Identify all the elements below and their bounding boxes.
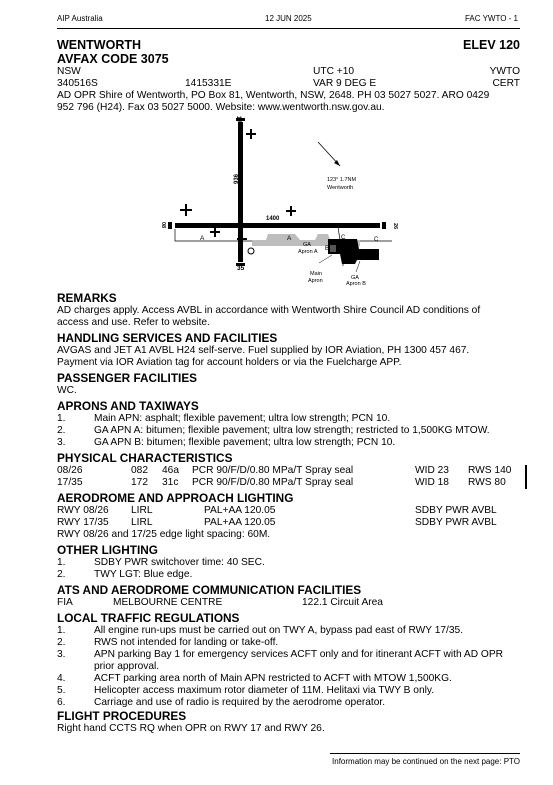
traffic-text: RWS not intended for landing or take-off. bbox=[94, 637, 279, 648]
taxiway-c-link bbox=[338, 227, 340, 240]
threshold-08 bbox=[168, 222, 172, 229]
runway-26-label: 26 bbox=[392, 223, 398, 230]
ga-apron-a-label-1: GA bbox=[303, 242, 311, 248]
latitude: 340516S bbox=[57, 78, 98, 89]
twy-a-label-2: A bbox=[287, 235, 292, 242]
utc: UTC +10 bbox=[313, 66, 355, 77]
physical-width: WID 18 bbox=[415, 477, 449, 488]
lighting-rwy: RWY 17/35 bbox=[57, 517, 109, 528]
passenger-heading: PASSENGER FACILITIES bbox=[57, 371, 198, 385]
length-1400-label: 1400 bbox=[266, 216, 280, 222]
physical-rwy: 17/35 bbox=[57, 477, 83, 488]
traffic-text-continued: prior approval. bbox=[94, 661, 160, 672]
lighting-type: LIRL bbox=[131, 517, 153, 528]
other-lighting-heading: OTHER LIGHTING bbox=[57, 543, 158, 557]
cross-marker-1 bbox=[246, 129, 256, 139]
cert: CERT bbox=[492, 78, 520, 89]
flight-procedures-heading: FLIGHT PROCEDURES bbox=[57, 709, 187, 723]
threshold-26 bbox=[382, 222, 386, 229]
physical-rws: RWS 80 bbox=[468, 477, 506, 488]
aerodrome-elev: ELEV 120 bbox=[463, 38, 520, 52]
icao: YWTO bbox=[489, 66, 520, 77]
other-lighting-number: 1. bbox=[57, 557, 66, 568]
twy-c-label-1: C bbox=[341, 235, 346, 241]
traffic-text: APN parking Bay 1 for emergency services ACFT only and for itinerant ACFT with AD OPR bbox=[94, 649, 503, 660]
runway-08-label: 08 bbox=[160, 222, 166, 229]
twy-b-label: B bbox=[325, 246, 330, 252]
cross-marker-4 bbox=[286, 206, 296, 216]
lighting-rwy: RWY 08/26 bbox=[57, 505, 109, 516]
handling-line-1: AVGAS and JET A1 AVBL H24 self-serve. Fuel supplied by IOR Aviation, PH 1300 457 467. bbox=[57, 345, 470, 356]
ga-apron-b-label-2: Apron B bbox=[346, 281, 366, 287]
ats-frequency: 122.1 Circuit Area bbox=[302, 597, 383, 608]
physical-rwy: 08/26 bbox=[57, 465, 83, 476]
lighting-note: RWY 08/26 and 17/25 edge light spacing: 60M. bbox=[57, 529, 271, 540]
length-936-label: 936 bbox=[234, 173, 240, 184]
physical-rws: RWS 140 bbox=[468, 465, 512, 476]
passenger-line-1: WC. bbox=[57, 385, 77, 396]
twy-a-label-1: A bbox=[200, 235, 205, 242]
aerodrome-diagram bbox=[160, 114, 400, 290]
operator-line-2: 952 796 (H24). Fax 03 5027 5000. Website: www.wentworth.nsw.gov.au. bbox=[57, 102, 385, 113]
ats-type: FIA bbox=[57, 597, 73, 608]
traffic-number: 6. bbox=[57, 697, 66, 708]
traffic-text: All engine run-ups must be carried out on TWY A, bypass pad east of RWY 17/35. bbox=[94, 625, 464, 636]
lighting-heading: AERODROME AND APPROACH LIGHTING bbox=[57, 491, 294, 505]
avfax-code: AVFAX CODE 3075 bbox=[57, 52, 169, 66]
header-date: 12 JUN 2025 bbox=[265, 14, 312, 23]
cross-marker-2 bbox=[180, 204, 192, 216]
ga-apron-a bbox=[330, 245, 336, 252]
apron-item-number: 3. bbox=[57, 437, 66, 448]
runway-35-label: 35 bbox=[237, 265, 245, 272]
header-left: AIP Australia bbox=[57, 14, 103, 23]
traffic-text: ACFT parking area north of Main APN restricted to ACFT with MTOW 1,500KG. bbox=[94, 673, 452, 684]
main-apron-label-2: Apron bbox=[308, 278, 323, 284]
main-apron-label-1: Main bbox=[310, 271, 322, 277]
traffic-number: 1. bbox=[57, 625, 66, 636]
cross-marker-3 bbox=[210, 227, 220, 237]
handling-heading: HANDLING SERVICES AND FACILITIES bbox=[57, 331, 278, 345]
traffic-text: Helicopter access maximum rotor diameter of 11M. Helitaxi via TWY B only. bbox=[94, 685, 435, 696]
traffic-heading: LOCAL TRAFFIC REGULATIONS bbox=[57, 611, 240, 625]
traffic-number: 5. bbox=[57, 685, 66, 696]
remarks-line-2: access and use. Refer to website. bbox=[57, 317, 210, 328]
other-lighting-text: TWY LGT: Blue edge. bbox=[94, 569, 193, 580]
operator-line-1: AD OPR Shire of Wentworth, PO Box 81, Wentworth, NSW, 2648. PH 03 5027 5027. ARO 0429 bbox=[57, 90, 490, 101]
physical-code: 46a bbox=[162, 465, 179, 476]
apron-item-text: GA APN A: bitumen; flexible pavement; ultra low strength; restricted to 1,500KG MTOW. bbox=[94, 425, 490, 436]
aprons-heading: APRONS AND TAXIWAYS bbox=[57, 399, 199, 413]
runway-08-26 bbox=[175, 223, 380, 228]
other-lighting-text: SDBY PWR switchover time: 40 SEC. bbox=[94, 557, 265, 568]
lighting-sdby: SDBY PWR AVBL bbox=[415, 505, 497, 516]
lighting-pal: PAL+AA 120.05 bbox=[204, 505, 276, 516]
flight-procedures-line: Right hand CCTS RQ when OPR on RWY 17 and RWY 26. bbox=[57, 723, 325, 734]
traffic-number: 4. bbox=[57, 673, 66, 684]
twy-c-label-2: C bbox=[374, 237, 379, 243]
longitude: 1415331E bbox=[185, 78, 232, 89]
runway-17-label: 17 bbox=[235, 116, 241, 123]
physical-desc: PCR 90/F/D/0.80 MPa/T Spray seal bbox=[192, 477, 354, 488]
other-lighting-number: 2. bbox=[57, 569, 66, 580]
ga-apron-a-label-2: Apron A bbox=[298, 249, 318, 255]
physical-width: WID 23 bbox=[415, 465, 449, 476]
lighting-type: LIRL bbox=[131, 505, 153, 516]
traffic-text: Carriage and use of radio is required by the aerodrome operator. bbox=[94, 697, 386, 708]
remarks-line-1: AD charges apply. Access AVBL in accordance with Wentworth Shire Council AD conditions of bbox=[57, 305, 481, 316]
apron-item-number: 1. bbox=[57, 413, 66, 424]
remarks-heading: REMARKS bbox=[57, 291, 117, 305]
physical-desc: PCR 90/F/D/0.80 MPa/T Spray seal bbox=[192, 465, 354, 476]
ats-name: MELBOURNE CENTRE bbox=[113, 597, 223, 608]
ats-heading: ATS AND AERODROME COMMUNICATION FACILITIES bbox=[57, 583, 362, 597]
footer-rule bbox=[330, 753, 520, 754]
ga-apron-b-label-1: GA bbox=[351, 275, 359, 281]
handling-line-2: Payment via IOR Aviation tag for account holders or via the Fuelcharge APP. bbox=[57, 357, 402, 368]
lighting-pal: PAL+AA 120.05 bbox=[204, 517, 276, 528]
state: NSW bbox=[57, 66, 81, 77]
physical-bearing: 172 bbox=[131, 477, 148, 488]
bearing-label: 123° 1.7NM bbox=[327, 177, 357, 183]
apron-item-text: Main APN: asphalt; flexible pavement; ultra low strength; PCN 10. bbox=[94, 413, 391, 424]
amendment-bar bbox=[525, 465, 527, 489]
apron-item-number: 2. bbox=[57, 425, 66, 436]
apron-item-text: GA APN B: bitumen; flexible pavement; ultra low strength; PCN 10. bbox=[94, 437, 396, 448]
lighting-sdby: SDBY PWR AVBL bbox=[415, 517, 497, 528]
header-rule bbox=[57, 28, 520, 29]
footer-note: Information may be continued on the next page: PTO bbox=[332, 757, 520, 766]
header-right: FAC YWTO - 1 bbox=[464, 14, 518, 23]
town-label: Wentworth bbox=[327, 185, 354, 191]
windsock-icon bbox=[248, 248, 254, 254]
physical-bearing: 082 bbox=[131, 465, 148, 476]
traffic-number: 2. bbox=[57, 637, 66, 648]
aerodrome-name: WENTWORTH bbox=[57, 38, 142, 52]
traffic-number: 3. bbox=[57, 649, 66, 660]
variation: VAR 9 DEG E bbox=[313, 78, 377, 89]
physical-heading: PHYSICAL CHARACTERISTICS bbox=[57, 451, 233, 465]
physical-code: 31c bbox=[162, 477, 179, 488]
